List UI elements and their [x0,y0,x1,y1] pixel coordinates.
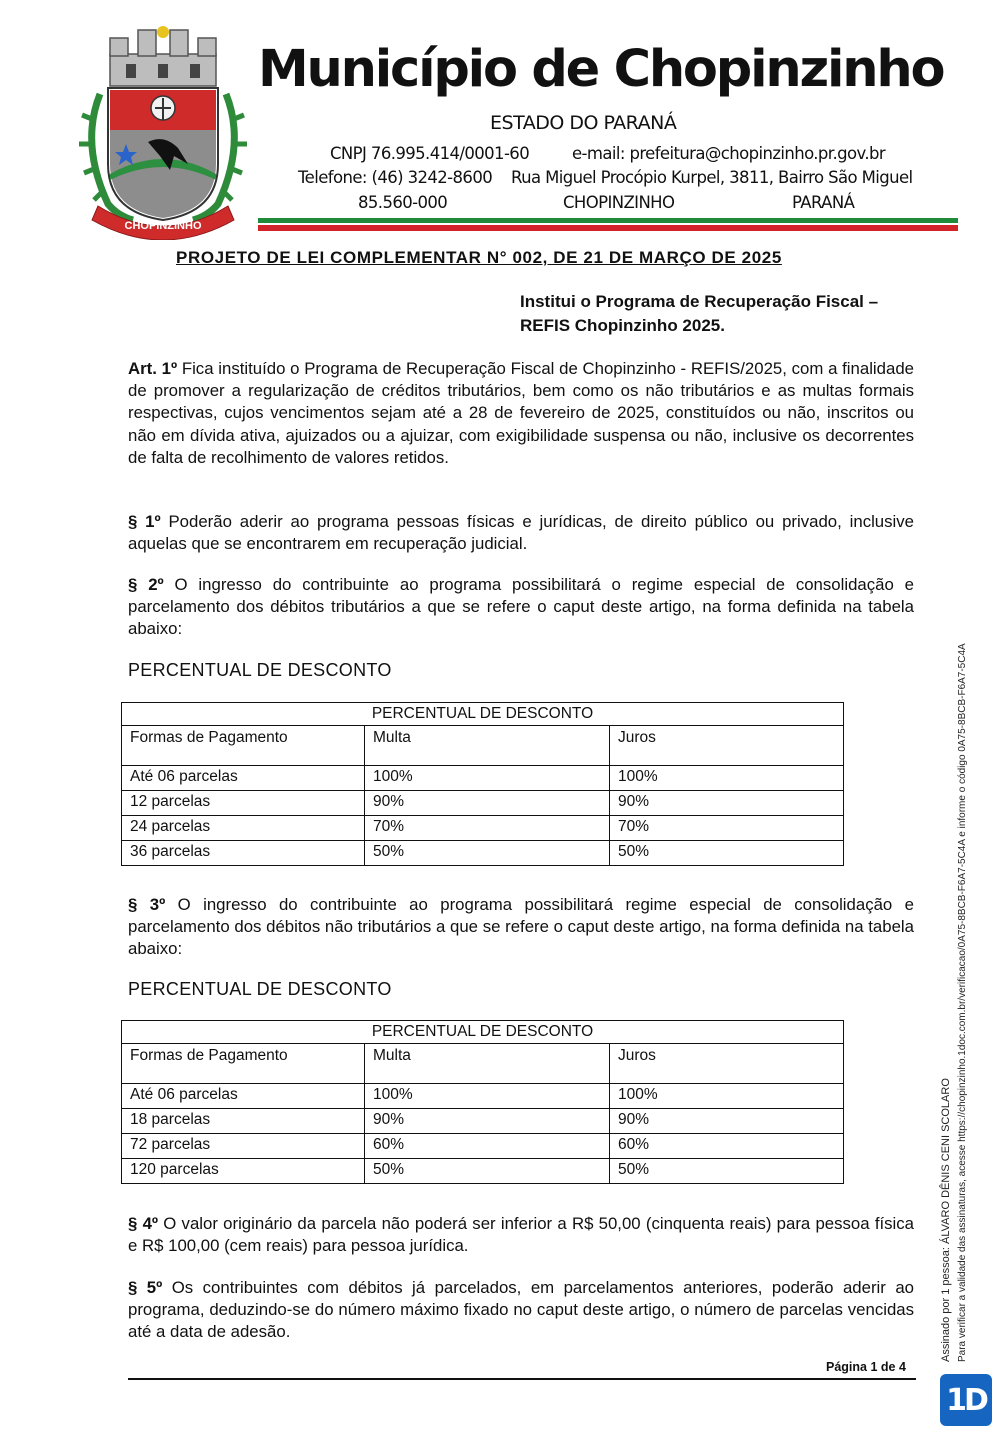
table-cell: 120 parcelas [122,1159,365,1184]
table-row [122,816,844,841]
table-caption: PERCENTUAL DE DESCONTO [122,703,844,726]
table-cell: 90% [365,1109,610,1134]
municipal-crest-logo [78,24,248,240]
table-cell: 72 parcelas [122,1134,365,1159]
signature-line: Assinado por 1 pessoa: ÁLVARO DÊNIS CENI SCOLARO [940,1078,952,1362]
table-cell: 90% [610,791,844,816]
paragraph-5 [128,1277,914,1344]
table-cell: 100% [365,1084,610,1109]
table-cell: 36 parcelas [122,841,365,866]
table-cell: Até 06 parcelas [122,1084,365,1109]
paragraph-4 [128,1213,914,1257]
state-name: ESTADO DO PARANÁ [490,112,677,134]
crest-ribbon-text: CHOPINZINHO [124,220,202,232]
uf-text: PARANÁ [792,193,855,212]
paragraph-1-text: Poderão aderir ao programa pessoas físicas e jurídicas, de direito público ou privado, inclusive aquelas que se encontrarem em recuperação judicial. [128,512,914,554]
discount-table-tax [121,702,844,866]
verification-line: Para verificar a validade das assinaturas, acesse https://chopinzinho.1doc.com.br/verificacao/0A75-8BCB-F6A7-5C4A e informe o código 0A75-8BCB-F6A7-5C4A [957,643,968,1362]
paragraph-5-text: Os contribuintes com débitos já parcelados, em parcelamentos anteriores, poderão aderir ao programa, deduzindo-se do número máximo fixado no caput deste artigo, o número de parcelas vencidas até a data de adesão. [128,1278,914,1342]
footer-divider [128,1378,916,1380]
section-label-1: PERCENTUAL DE DESCONTO [128,660,392,680]
section-label-2: PERCENTUAL DE DESCONTO [128,979,392,999]
paragraph-5-label: § 5º [128,1278,163,1297]
address-text: Rua Miguel Procópio Kurpel, 3811, Bairro São Miguel [511,168,913,187]
table-cell: 90% [365,791,610,816]
1doc-logo[interactable]: 1D [940,1374,992,1426]
document-title: PROJETO DE LEI COMPLEMENTAR N° 002, DE 21 DE MARÇO DE 2025 [176,248,782,267]
table-header: Formas de Pagamento [122,1044,365,1084]
cnpj-text: CNPJ 76.995.414/0001-60 [330,144,530,163]
table-cell: 100% [610,1084,844,1109]
table-cell: 90% [610,1109,844,1134]
paragraph-3-label: § 3º [128,895,166,914]
municipality-title: Município de Chopinzinho [258,40,944,99]
paragraph-2-label: § 2º [128,575,164,594]
cep-text: 85.560-000 [358,193,448,212]
city-text: CHOPINZINHO [563,193,675,212]
article-1-label: Art. 1º [128,359,178,378]
table-header: Juros [610,726,844,766]
table-header: Multa [365,1044,610,1084]
table-row [122,1134,844,1159]
paragraph-2-text: O ingresso do contribuinte ao programa possibilitará o regime especial de consolidação e parcelamento dos débitos tributários a que se refere o caput deste artigo, na forma definida na tabela abaixo: [128,575,914,639]
paragraph-4-label: § 4º [128,1214,159,1233]
ementa: Institui o Programa de Recuperação Fiscal – REFIS Chopinzinho 2025. [520,292,879,335]
table-cell: 60% [610,1134,844,1159]
table-cell: Até 06 parcelas [122,766,365,791]
header-color-stripes [258,218,958,232]
paragraph-3-text: O ingresso do contribuinte ao programa possibilitará regime especial de consolidação e parcelamento dos débitos não tributários a que se refere o caput deste artigo, na forma definida na tabela abaixo: [128,895,914,959]
phone-text: Telefone: (46) 3242-8600 [298,168,493,187]
table-cell: 12 parcelas [122,791,365,816]
table-row [122,1109,844,1134]
table-cell: 50% [610,841,844,866]
paragraph-3 [128,894,914,961]
table-header: Multa [365,726,610,766]
paragraph-1-label: § 1º [128,512,161,531]
table-cell: 100% [365,766,610,791]
table-cell: 50% [610,1159,844,1184]
paragraph-4-text: O valor originário da parcela não poderá ser inferior a R$ 50,00 (cinquenta reais) para pessoa física e R$ 100,00 (cem reais) para pessoa jurídica. [128,1214,914,1256]
table-caption: PERCENTUAL DE DESCONTO [122,1021,844,1044]
page-number: Página 1 de 4 [826,1360,906,1374]
table-row [122,791,844,816]
table-cell: 24 parcelas [122,816,365,841]
article-1-text: Fica instituído o Programa de Recuperação Fiscal de Chopinzinho - REFIS/2025, com a finalidade de promover a regularização de créditos tributários, bem como os não tributários e as multas formais respectivas, cujos vencimentos sejam até a 28 de fevereiro de 2025, constituídos ou não, inscritos ou não em dívida ativa, ajuizados ou a ajuizar, com exigibilidade suspensa ou não, inclusive os decorrentes de falta de recolhimento de valores retidos. [128,359,914,467]
paragraph-1 [128,511,914,555]
table-header: Juros [610,1044,844,1084]
table-cell: 18 parcelas [122,1109,365,1134]
table-cell: 50% [365,1159,610,1184]
table-row [122,1084,844,1109]
table-cell: 100% [610,766,844,791]
table-cell: 70% [610,816,844,841]
discount-table-non-tax [121,1020,844,1184]
table-row [122,766,844,791]
article-1 [128,358,914,469]
table-row [122,1159,844,1184]
table-cell: 60% [365,1134,610,1159]
paragraph-2 [128,574,914,641]
table-cell: 50% [365,841,610,866]
table-cell: 70% [365,816,610,841]
table-header: Formas de Pagamento [122,726,365,766]
email-text: e-mail: prefeitura@chopinzinho.pr.gov.br [572,144,886,163]
table-row [122,841,844,866]
